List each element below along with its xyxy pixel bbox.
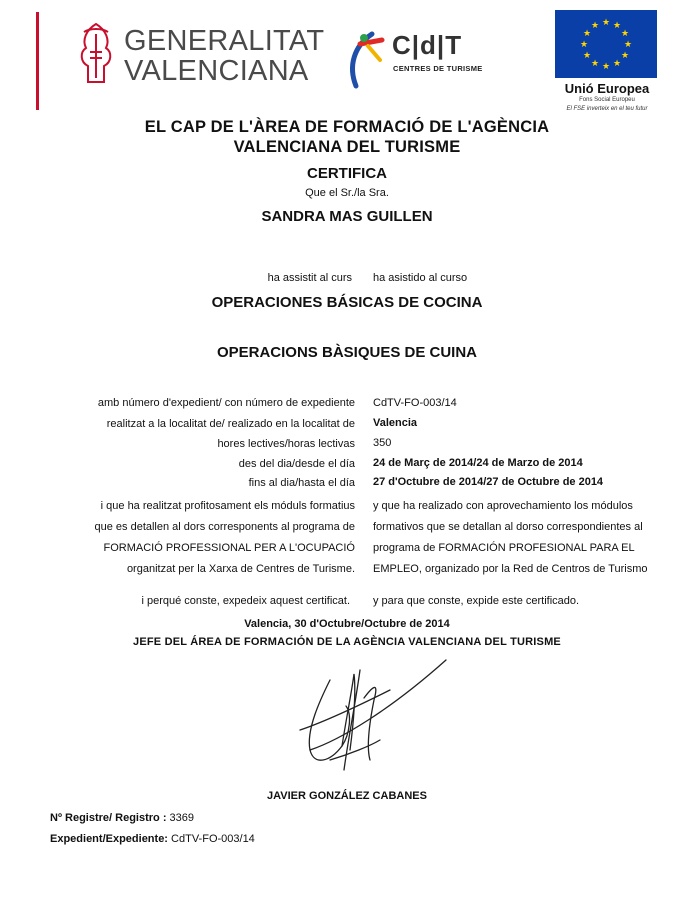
heading-line2: VALENCIANA DEL TURISME — [233, 138, 461, 156]
detail-label: des del dia/desde el día — [238, 458, 355, 470]
paragraph-line: organitzat per la Xarxa de Centres de Turisme. — [126, 563, 355, 575]
detail-value: 27 d'Octubre de 2014/27 de Octubre de 2014 — [373, 476, 604, 488]
paragraph-line: y que ha realizado con aprovechamiento los módulos — [373, 500, 633, 512]
svg-text:★: ★ — [590, 21, 600, 31]
heading-line1: EL CAP DE L'ÀREA DE FORMACIÓ DE L'AGÈNCIA — [144, 118, 550, 136]
generalitat-wordmark — [124, 26, 324, 86]
svg-text:★: ★ — [579, 40, 589, 50]
course-name-valencian: OPERACIONS BÀSIQUES DE CUINA — [216, 344, 478, 361]
detail-label: fins al dia/hasta el día — [248, 477, 355, 489]
conste-spanish: y para que conste, expide este certificado. — [373, 595, 580, 607]
detail-value: CdTV-FO-003/14 — [373, 397, 457, 409]
registro-label: Nº Registre/ Registro : — [50, 812, 167, 824]
eu-title: Unió Europea — [564, 81, 650, 96]
expediente-line — [50, 833, 255, 845]
paragraph-line: EMPLEO, organizado por la Red de Centros de Turismo — [373, 563, 648, 575]
certifica-label: CERTIFICA — [307, 165, 387, 182]
svg-text:★: ★ — [601, 18, 611, 28]
eu-motto-text: El FSE inverteix en el teu futur — [566, 106, 648, 112]
detail-value: Valencia — [373, 417, 418, 429]
paragraph-spanish — [373, 496, 673, 580]
cdt-logo: C|d|T — [392, 30, 463, 60]
paragraph-line: FORMACIÓ PROFESSIONAL PER A L'OCUPACIÓ — [103, 542, 355, 554]
conste-valencian: i perqué conste, expedeix aquest certificat. — [141, 595, 350, 607]
detail-label: hores lectives/horas lectivas — [217, 438, 355, 450]
svg-text:★: ★ — [601, 62, 611, 72]
student-name: SANDRA MAS GUILLEN — [261, 208, 433, 225]
assist-spanish: ha asistido al curso — [373, 272, 468, 284]
paragraph-valencian — [60, 496, 355, 580]
que-label: Que el Sr./la Sra. — [305, 187, 389, 199]
assist-valencian: ha assistit al curs — [267, 272, 352, 284]
cdt-swoosh-icon — [342, 26, 394, 92]
paragraph-line: programa de FORMACIÓN PROFESIONAL PARA EL — [373, 542, 635, 554]
course-name-spanish: OPERACIONES BÁSICAS DE COCINA — [211, 294, 483, 311]
expediente-label: Expedient/Expediente: — [50, 833, 168, 845]
detail-value: 350 — [373, 437, 392, 449]
svg-text:★: ★ — [590, 59, 600, 69]
svg-text:★: ★ — [620, 51, 630, 61]
svg-text:★: ★ — [582, 29, 592, 39]
issue-date: Valencia, 30 d'Octubre/Octubre de 2014 — [244, 618, 450, 630]
signer-title: JEFE DEL ÁREA DE FORMACIÓN DE LA AGÈNCIA VALENCIANA DEL TURISME — [133, 636, 561, 648]
detail-label: realitzat a la localitat de/ realizado en la localitat de — [106, 418, 355, 430]
detail-value: 24 de Març de 2014/24 de Marzo de 2014 — [373, 457, 583, 469]
eu-fund-text: Fons Social Europeu — [579, 97, 635, 103]
registro-value: 3369 — [169, 812, 195, 824]
registro-line — [50, 812, 194, 824]
svg-text:★: ★ — [620, 29, 630, 39]
paragraph-line: i que ha realitzat profitosament els móduls formatius — [100, 500, 355, 512]
eu-flag-icon — [555, 10, 657, 78]
svg-text:★: ★ — [612, 21, 622, 31]
generalitat-emblem-icon — [76, 22, 116, 88]
svg-text:★: ★ — [623, 40, 633, 50]
detail-label: amb número d'expedient/ con número de expediente — [97, 397, 355, 409]
generalitat-logo-bar — [36, 12, 39, 110]
signature-icon — [270, 650, 460, 790]
svg-text:★: ★ — [582, 51, 592, 61]
paragraph-line: formativos que se detallan al dorso correspondientes al — [373, 521, 643, 533]
svg-text:★: ★ — [612, 59, 622, 69]
generalitat-line2: VALENCIANA — [124, 55, 309, 87]
expediente-value: CdTV-FO-003/14 — [171, 833, 255, 845]
paragraph-line: que es detallen al dors corresponents al programa de — [94, 521, 355, 533]
signer-name: JAVIER GONZÁLEZ CABANES — [267, 790, 427, 802]
certificate-heading — [0, 117, 694, 157]
cdt-subtitle: CENTRES DE TURISME — [393, 64, 483, 73]
generalitat-line1: GENERALITAT — [124, 25, 325, 57]
